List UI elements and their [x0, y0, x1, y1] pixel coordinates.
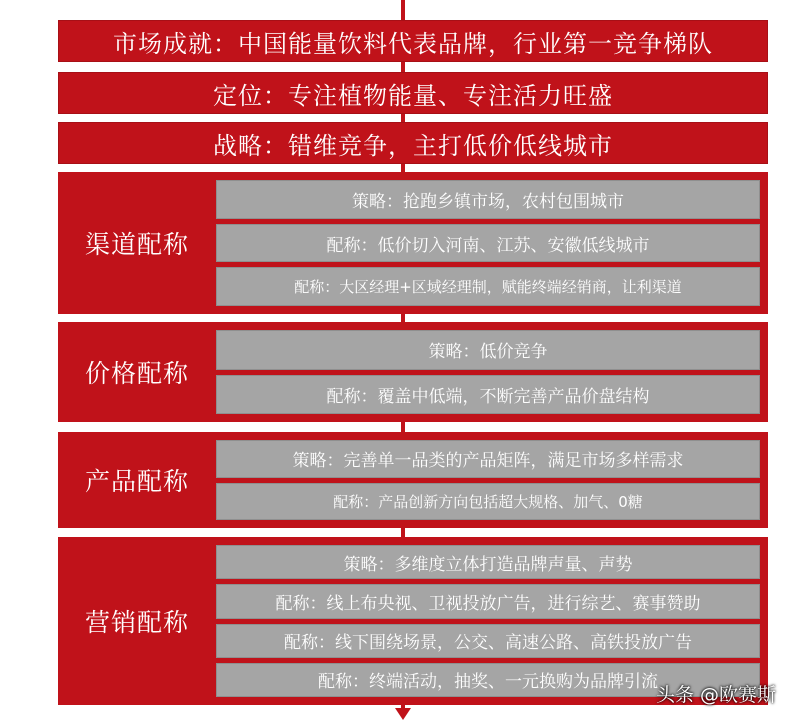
price-row-1: 策略：低价竞争: [216, 330, 760, 370]
market-achievement-bar: [58, 20, 768, 62]
channel-row-1: 策略：抢跑乡镇市场，农村包围城市: [216, 180, 760, 219]
marketing-group-label: 营销配称: [84, 608, 189, 637]
product-group-rows: [216, 440, 760, 520]
marketing-row-2: 配称：线上布央视、卫视投放广告，进行综艺、赛事赞助: [216, 584, 760, 618]
price-group-rows: [216, 330, 760, 414]
channel-group-rows: [216, 180, 760, 306]
product-row-2: 配称：产品创新方向包括超大规格、加气、0糖: [216, 483, 760, 521]
marketing-row-1: 策略：多维度立体打造品牌声量、声势: [216, 545, 760, 579]
strategy-bar: [58, 122, 768, 164]
price-group: [58, 322, 768, 422]
channel-group: [58, 172, 768, 314]
flow-arrow-icon: [395, 708, 411, 720]
price-group-label: 价格配称: [84, 359, 189, 388]
channel-row-3: 配称：大区经理+区域经理制，赋能终端经销商，让利渠道: [216, 267, 760, 306]
market-achievement-text: 市场成就：中国能量饮料代表品牌，行业第一竞争梯队: [113, 29, 713, 58]
product-row-1: 策略：完善单一品类的产品矩阵，满足市场多样需求: [216, 440, 760, 478]
price-row-2: 配称：覆盖中低端，不断完善产品价盘结构: [216, 375, 760, 415]
positioning-bar: [58, 72, 768, 114]
positioning-text: 定位：专注植物能量、专注活力旺盛: [213, 81, 613, 110]
product-group: [58, 432, 768, 528]
product-group-label: 产品配称: [84, 467, 189, 496]
marketing-row-3: 配称：线下围绕场景，公交、高速公路、高铁投放广告: [216, 624, 760, 658]
channel-group-label: 渠道配称: [84, 230, 189, 259]
watermark-text: 头条 @欧赛斯: [656, 684, 777, 706]
marketing-group-rows: [216, 545, 760, 697]
strategy-text: 战略：错维竞争，主打低价低线城市: [213, 131, 613, 160]
channel-row-2: 配称：低价切入河南、江苏、安徽低线城市: [216, 224, 760, 263]
marketing-row-4: 配称：终端活动，抽奖、一元换购为品牌引流: [216, 663, 760, 697]
